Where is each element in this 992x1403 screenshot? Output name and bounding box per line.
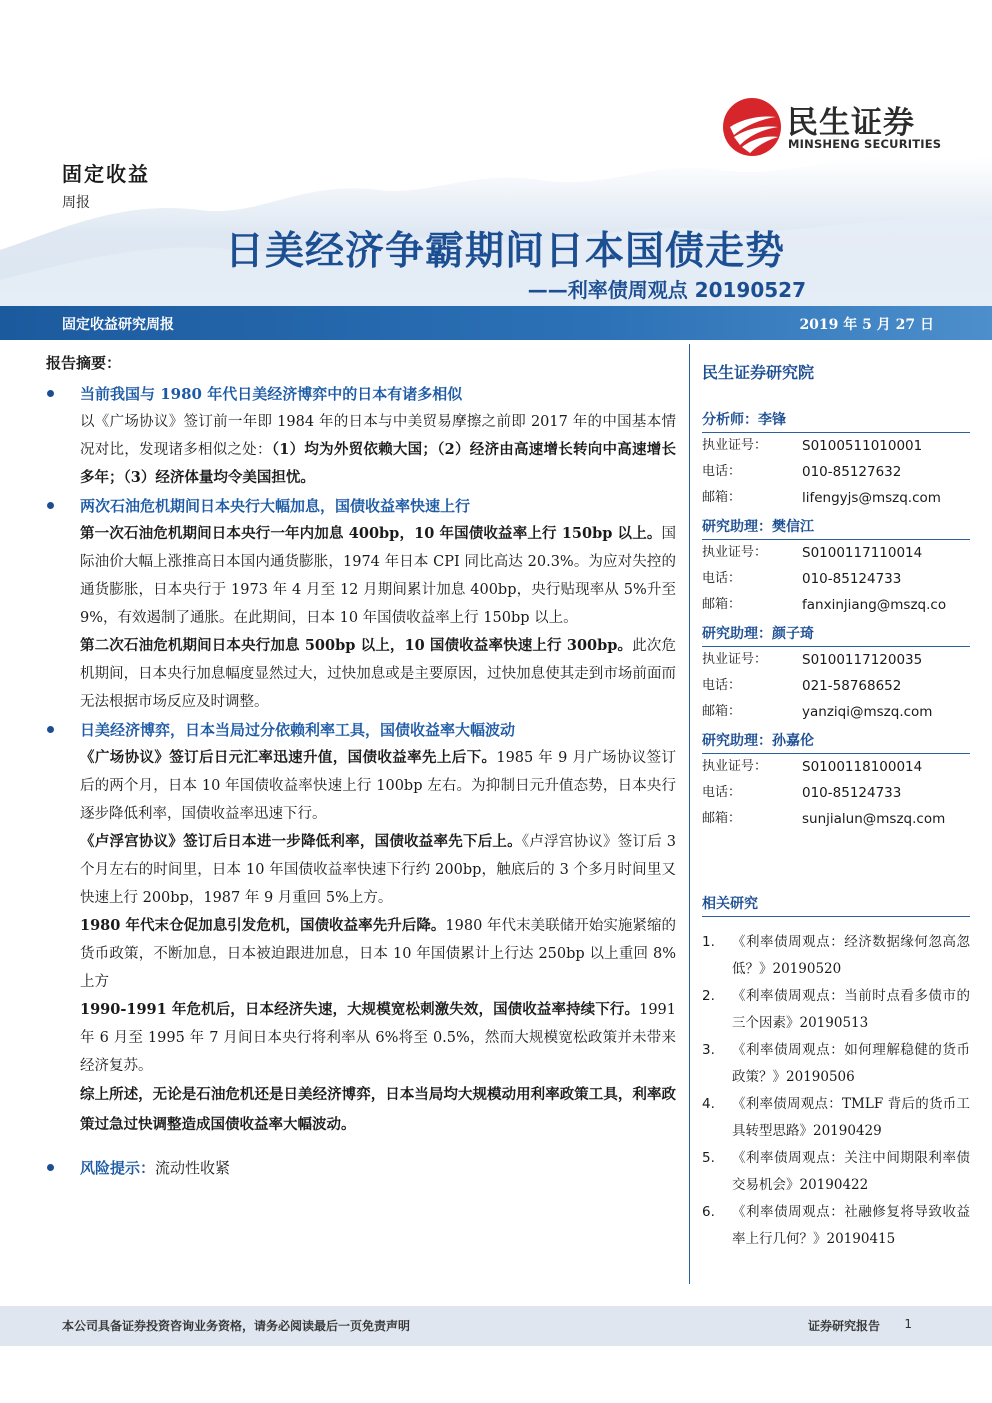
section-paragraph: 1980 年代末仓促加息引发危机，国债收益率先升后降。1980 年代末美联储开始实施紧缩的货币政策，不断加息，日本被迫跟进加息，日本 10 年国债累计上行达 250bp 以上重回 8%上方 [80, 917, 677, 990]
phone-number: 010-85127632 [802, 464, 902, 480]
bullet-icon [47, 390, 54, 397]
section-paragraph: 《卢浮宫协议》签订后日本进一步降低利率，国债收益率先下后上。《卢浮宫协议》签订后 3 个月左右的时间里，日本 10 年国债收益率快速下行约 200bp，触底后的 3 个多月时间里又快速上行 200bp，1987 年 9 月重回 5%上方。 [80, 833, 676, 906]
footer-disclaimer: 本公司具备证券投资咨询业务资格，请务必阅读最后一页免责声明 [62, 1319, 411, 1333]
analyst-role: 分析师：李锋 [702, 408, 970, 433]
license-number: S0100117120035 [802, 652, 923, 668]
report-category: 固定收益 [62, 162, 150, 186]
list-item[interactable]: 2. 《利率债周观点：当前时点看多债市的三个因素》20190513 [702, 988, 970, 1031]
email-link[interactable]: fanxinjiang@mszq.co [802, 597, 947, 613]
footer-report-type: 证券研究报告 [807, 1319, 880, 1333]
assistant-role: 研究助理：孙嘉伦 [702, 729, 970, 754]
analyst-card: 分析师：李锋 执业证号： S0100511010001 电话： 010-85127632 邮箱： lifengyjs@mszq.com [702, 408, 970, 511]
list-item[interactable]: 6. 《利率债周观点：社融修复将导致收益率上行几何？》20190415 [702, 1204, 970, 1247]
assistant-role: 研究助理：樊信江 [702, 515, 970, 540]
list-item[interactable]: 5. 《利率债周观点：关注中间期限利率债交易机会》20190422 [702, 1150, 970, 1193]
phone-number: 021-58768652 [802, 678, 902, 694]
abstract-title: 报告摘要： [46, 354, 122, 372]
report-subtitle: ——利率债周观点 20190527 [527, 278, 806, 302]
list-item[interactable]: 3. 《利率债周观点：如何理解稳健的货币政策？》20190506 [702, 1042, 970, 1085]
minsheng-logo-icon [722, 97, 782, 157]
section-paragraph: 以《广场协议》签订前一年即 1984 年的日本与中美贸易摩擦之前即 2017 年的中国基本情况对比，发现诸多相似之处：（1）均为外贸依赖大国；（2）经济由高速增长转向中高速增长多年；（3）经济体量均令美国担忧。 [80, 414, 676, 486]
assistant-role: 研究助理：颜子琦 [702, 622, 970, 647]
assistant-card: 研究助理：孙嘉伦 执业证号： S0100118100014 电话： 010-85124733 邮箱： sunjialun@mszq.com [702, 729, 970, 832]
bullet-icon [47, 1164, 54, 1171]
section-heading: 两次石油危机期间日本央行大幅加息，国债收益率快速上行 [46, 492, 676, 520]
list-item[interactable]: 4. 《利率债周观点：TMLF 背后的货币工具转型思路》20190429 [702, 1096, 970, 1139]
brand-logo [722, 97, 962, 157]
logo-english-name: MINSHENG SECURITIES [788, 137, 942, 151]
section-conclusion: 综上所述，无论是石油危机还是日美经济博弈，日本当局均大规模动用利率政策工具，利率政策过急过快调整造成国债收益率大幅波动。 [80, 1086, 676, 1133]
section-paragraph: 第二次石油危机期间日本央行加息 500bp 以上，10 国债收益率快速上行 300bp。此次危机期间，日本央行加息幅度显然过大，过快加息或是主要原因，过快加息使其走到市场前面而无法根据市场反应及时调整。 [80, 637, 676, 710]
related-research-title: 相关研究 [702, 892, 970, 917]
logo-chinese-name: 民生证券 [787, 105, 915, 141]
bullet-icon [47, 726, 54, 733]
phone-number: 010-85124733 [802, 785, 902, 801]
report-title: 日美经济争霸期间日本国债走势 [224, 229, 785, 274]
assistant-card: 研究助理：樊信江 执业证号： S0100117110014 电话： 010-85124733 邮箱： fanxinjiang@mszq.co [702, 515, 970, 618]
page-number: 1 [904, 1317, 912, 1331]
license-number: S0100117110014 [802, 545, 923, 561]
email-link[interactable]: yanziqi@mszq.com [802, 704, 933, 720]
related-research-list [702, 929, 970, 1253]
email-link[interactable]: lifengyjs@mszq.com [802, 490, 941, 506]
license-number: S0100118100014 [802, 759, 923, 775]
sidebar [702, 360, 970, 1253]
section-paragraph: 1990-1991 年危机后，日本经济失速，大规模宽松刺激失效，国债收益率持续下行。1991 年 6 月至 1995 年 7 月间日本央行将利率从 6%将至 0.5%，然而大规模宽松政策并未带来经济复苏。 [80, 1001, 676, 1074]
bullet-icon [47, 502, 54, 509]
email-link[interactable]: sunjialun@mszq.com [802, 811, 946, 827]
section-paragraph: 《广场协议》签订后日元汇率迅速升值，国债收益率先上后下。1985 年 9 月广场协议签订后的两个月，日本 10 年国债收益率快速上行 100bp 左右。为抑制日元升值态势，日本央行逐步降低利率，国债收益率迅速下行。 [80, 749, 676, 822]
license-number: S0100511010001 [802, 438, 923, 454]
risk-warning: 风险提示：流动性收紧 [46, 1154, 676, 1182]
section-heading: 日美经济博弈，日本当局过分依赖利率工具，国债收益率大幅波动 [46, 716, 676, 744]
section-paragraph: 第一次石油危机期间日本央行一年内加息 400bp，10 年国债收益率上行 150bp 以上。国际油价大幅上涨推高日本国内通货膨胀，1974 年日本 CPI 同比高达 20.3%。为应对失控的通货膨胀，日本央行于 1973 年 4 月至 12 月期间累计加息 400bp，央行贴现率从 5%升至 9%，有效遏制了通胀。在此期间，日本 10 年国债收益率上行 150bp 以上。 [80, 525, 676, 626]
phone-number: 010-85124733 [802, 571, 902, 587]
section-heading: 当前我国与 1980 年代日美经济博弈中的日本有诸多相似 [46, 380, 676, 408]
bar-report-type: 固定收益研究周报 [62, 317, 174, 333]
bar-report-date: 2019 年 5 月 27 日 [799, 317, 934, 333]
assistant-card: 研究助理：颜子琦 执业证号： S0100117120035 电话： 021-58768652 邮箱： yanziqi@mszq.com [702, 622, 970, 725]
report-subcategory: 周报 [62, 195, 90, 211]
list-item[interactable]: 1. 《利率债周观点：经济数据缘何忽高忽低？》20190520 [702, 934, 970, 977]
column-divider [689, 344, 690, 1284]
abstract-column [46, 352, 676, 1182]
institute-name: 民生证券研究院 [702, 363, 815, 382]
